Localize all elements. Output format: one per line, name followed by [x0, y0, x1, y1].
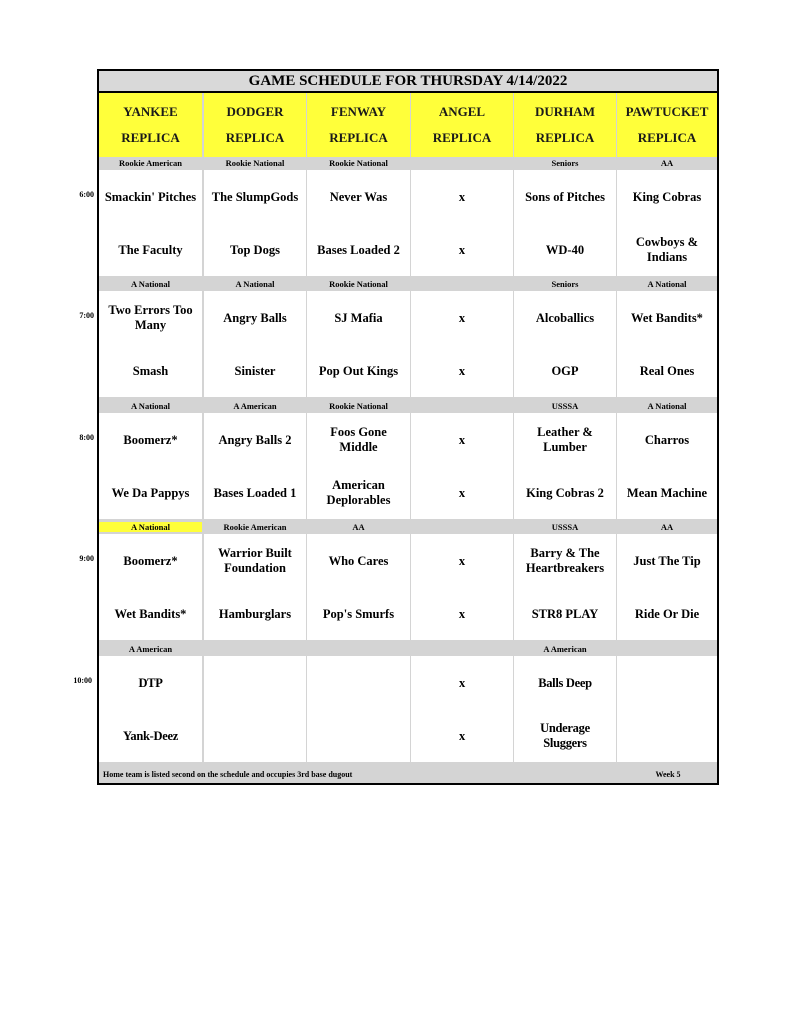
division-label — [411, 401, 513, 411]
home-team: Top Dogs — [204, 224, 306, 276]
time-slot-label: 8:00 — [79, 433, 94, 442]
home-team: Bases Loaded 1 — [204, 467, 306, 519]
division-label: AA — [307, 522, 410, 532]
field-name: PAWTUCKET — [625, 104, 709, 120]
home-team: Wet Bandits* — [99, 588, 202, 640]
away-team: Sons of Pitches — [514, 170, 616, 224]
away-team: Boomerz* — [99, 413, 202, 467]
home-team: Pop's Smurfs — [307, 588, 410, 640]
home-team — [204, 710, 306, 762]
schedule-table — [97, 69, 719, 785]
away-team: Never Was — [307, 170, 410, 224]
away-team: DTP — [99, 656, 202, 710]
away-team: Warrior Built Foundation — [204, 534, 306, 588]
field-subtitle: REPLICA — [121, 130, 180, 146]
field-header-dodger — [204, 93, 306, 157]
away-team: x — [411, 413, 513, 467]
away-team: Barry & The Heartbreakers — [514, 534, 616, 588]
home-team: x — [411, 588, 513, 640]
division-label: A National — [204, 279, 306, 289]
page-title: GAME SCHEDULE FOR THURSDAY 4/14/2022 — [99, 71, 717, 93]
home-team: Pop Out Kings — [307, 345, 410, 397]
division-label: Rookie National — [307, 401, 410, 411]
field-header-angel — [411, 93, 513, 157]
field-name: DODGER — [226, 104, 284, 120]
home-team: x — [411, 710, 513, 762]
division-label: A National — [617, 401, 717, 411]
division-label — [204, 644, 306, 654]
division-label: USSSA — [514, 401, 616, 411]
away-team: Leather & Lumber — [514, 413, 616, 467]
home-team: x — [411, 467, 513, 519]
away-team: Boomerz* — [99, 534, 202, 588]
division-label: Rookie National — [307, 158, 410, 168]
field-subtitle: REPLICA — [637, 130, 697, 146]
away-team — [617, 656, 717, 710]
division-label: A American — [204, 401, 306, 411]
division-label: Seniors — [514, 279, 616, 289]
division-label — [411, 644, 513, 654]
home-team: Sinister — [204, 345, 306, 397]
field-name: ANGEL — [438, 104, 486, 120]
field-subtitle: REPLICA — [329, 130, 388, 146]
home-team: WD-40 — [514, 224, 616, 276]
home-team: Bases Loaded 2 — [307, 224, 410, 276]
division-label — [411, 279, 513, 289]
away-team: Who Cares — [307, 534, 410, 588]
field-header-durham — [514, 93, 616, 157]
division-label: A National — [99, 401, 202, 411]
division-label: A National — [617, 279, 717, 289]
field-subtitle: REPLICA — [535, 130, 595, 146]
away-team: SJ Mafia — [307, 291, 410, 345]
division-label: Rookie American — [204, 522, 306, 532]
field-header-pawtucket — [617, 93, 717, 157]
home-team: STR8 PLAY — [514, 588, 616, 640]
home-team: Yank-Deez — [99, 710, 202, 762]
away-team: Alcoballics — [514, 291, 616, 345]
division-label: A American — [99, 644, 202, 654]
home-team: x — [411, 345, 513, 397]
field-subtitle: REPLICA — [225, 130, 285, 146]
away-team — [204, 656, 306, 710]
away-team: x — [411, 291, 513, 345]
away-team: x — [411, 170, 513, 224]
division-label: A National — [99, 279, 202, 289]
away-team: King Cobras — [617, 170, 717, 224]
division-label: A American — [514, 644, 616, 654]
division-label — [411, 522, 513, 532]
away-team — [307, 656, 410, 710]
away-team: Just The Tip — [617, 534, 717, 588]
field-name: YANKEE — [123, 104, 178, 120]
time-slot-label: 6:00 — [79, 190, 94, 199]
footer-note: Home team is listed second on the schedule and occupies 3rd base dugout — [99, 766, 717, 783]
home-team: Hamburglars — [204, 588, 306, 640]
home-team: Smash — [99, 345, 202, 397]
away-team: Charros — [617, 413, 717, 467]
division-label: AA — [617, 522, 717, 532]
away-team: The SlumpGods — [204, 170, 306, 224]
division-label: Rookie American — [99, 158, 202, 168]
division-label: AA — [617, 158, 717, 168]
division-label: Seniors — [514, 158, 616, 168]
away-team: Foos Gone Middle — [307, 413, 410, 467]
division-label: USSSA — [514, 522, 616, 532]
home-team: King Cobras 2 — [514, 467, 616, 519]
division-label — [411, 158, 513, 168]
division-label: Rookie National — [307, 279, 410, 289]
field-header-fenway — [307, 93, 410, 157]
home-team: Ride Or Die — [617, 588, 717, 640]
home-team: OGP — [514, 345, 616, 397]
field-header-yankee — [99, 93, 202, 157]
division-label: Rookie National — [204, 158, 306, 168]
away-team: Angry Balls — [204, 291, 306, 345]
home-team: Cowboys & Indians — [617, 224, 717, 276]
home-team: Mean Machine — [617, 467, 717, 519]
time-slot-label: 7:00 — [79, 311, 94, 320]
away-team: Balls Deep — [514, 656, 616, 710]
field-subtitle: REPLICA — [432, 130, 492, 146]
home-team: x — [411, 224, 513, 276]
week-label: Week 5 — [655, 769, 681, 779]
field-name: FENWAY — [330, 104, 387, 120]
away-team: Two Errors Too Many — [99, 291, 202, 345]
away-team: x — [411, 534, 513, 588]
away-team: Angry Balls 2 — [204, 413, 306, 467]
division-label — [307, 644, 410, 654]
home-team: Real Ones — [617, 345, 717, 397]
home-team: The Faculty — [99, 224, 202, 276]
away-team: Smackin' Pitches — [99, 170, 202, 224]
division-label: A National — [99, 522, 202, 532]
home-team — [307, 710, 410, 762]
field-name: DURHAM — [535, 104, 595, 120]
away-team: Wet Bandits* — [617, 291, 717, 345]
division-label — [617, 644, 717, 654]
time-slot-label: 9:00 — [79, 554, 94, 563]
home-team: We Da Pappys — [99, 467, 202, 519]
home-team — [617, 710, 717, 762]
time-slot-label: 10:00 — [73, 676, 92, 685]
home-team: Underage Sluggers — [514, 710, 616, 762]
home-team: American Deplorables — [307, 467, 410, 519]
away-team: x — [411, 656, 513, 710]
